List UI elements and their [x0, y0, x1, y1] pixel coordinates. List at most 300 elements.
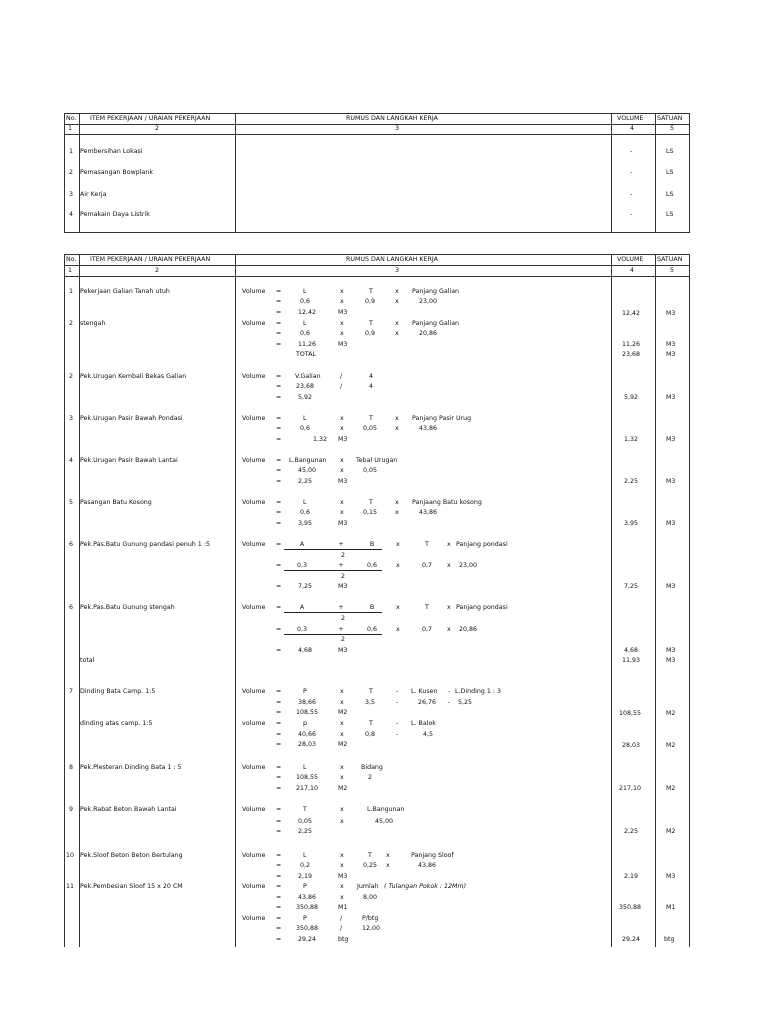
col-number-2: 2	[155, 125, 160, 132]
calc-term: L	[303, 415, 307, 422]
calc-term: 5,25	[458, 699, 473, 706]
calc-term: 38,66	[298, 699, 317, 706]
calc-numerator-op: +	[320, 562, 362, 571]
calc-term: 0,05	[298, 818, 313, 825]
result-satuan: M2	[666, 785, 676, 792]
calc-term: L	[303, 288, 307, 295]
result-satuan: M3	[666, 310, 676, 317]
col-number-3: 3	[395, 267, 400, 274]
calc-eq: =	[276, 309, 282, 316]
col-number-2: 2	[155, 267, 160, 274]
calc-op: x	[340, 499, 344, 506]
calc-eq: =	[276, 699, 282, 706]
calc-eq: =	[276, 562, 282, 569]
calc-numerator-term: A	[284, 604, 320, 613]
calc-numerator-term: B	[362, 541, 382, 550]
calc-eq: =	[276, 720, 282, 727]
calc-term: L. Balok	[411, 720, 436, 727]
col-number-5: 5	[670, 125, 675, 132]
calc-term: Panjang Pasir Urug	[412, 415, 472, 422]
calc-op: x	[340, 852, 344, 859]
calc-term: 4	[369, 373, 374, 380]
calc-op: x	[395, 509, 399, 516]
calc-unit: M3	[338, 583, 348, 590]
calc-term: 28,03	[298, 741, 317, 748]
calc-term: 23,68	[296, 383, 315, 390]
calc-eq: =	[276, 298, 282, 305]
item-label: dinding atas camp. 1:5	[80, 720, 153, 727]
col-number-1: 1	[68, 267, 73, 274]
calc-op: -	[396, 720, 399, 727]
result-satuan: M3	[666, 478, 676, 485]
calc-term: V.Galian	[295, 373, 321, 380]
calc-term: Panjang pondasi	[456, 541, 508, 548]
calc-op: x	[395, 499, 399, 506]
calc-term: Jumlah	[357, 883, 379, 890]
item-label: Pek.Pas.Batu Gunung stengah	[80, 604, 175, 611]
row-volume: -	[630, 148, 633, 155]
item-label: Pek.Urugan Kembali Bekas Galian	[80, 373, 187, 380]
calc-term: 0,6	[300, 509, 311, 516]
calc-numerator-term: 0,6	[362, 626, 382, 635]
calc-numerator-term: 0,3	[284, 626, 320, 635]
row-item: Pembersihan Lokasi	[80, 148, 143, 155]
result-volume: 217,10	[619, 785, 642, 792]
calc-term: 0,6	[300, 298, 311, 305]
calc-op: x	[396, 604, 400, 611]
calc-term: 40,66	[298, 731, 317, 738]
calc-volume-label: volume	[242, 720, 266, 727]
calc-term: 2,25	[298, 478, 313, 485]
row-volume: -	[630, 211, 633, 218]
calc-term: L. Kusen	[411, 688, 438, 695]
result-volume: 29,24	[622, 936, 641, 943]
col-header-no: No.	[66, 115, 77, 122]
calc-op: x	[340, 699, 344, 706]
col-header-volume: VOLUME	[617, 256, 644, 263]
result-satuan: M3	[666, 351, 676, 358]
calc-term: 43,86	[419, 509, 438, 516]
calc-eq: =	[276, 604, 282, 611]
result-volume: 12,42	[622, 310, 641, 317]
calc-term: 4,5	[423, 731, 434, 738]
item-no: 8	[69, 764, 74, 771]
row-no: 3	[69, 191, 74, 198]
item-no: 9	[69, 806, 74, 813]
col-header-item: ITEM PEKERJAAN / URAIAN PEKERJAAN	[90, 115, 211, 122]
calc-op: x	[340, 818, 344, 825]
calc-term: 12,00	[362, 925, 381, 932]
calc-eq: =	[276, 764, 282, 771]
calc-volume-label: Volume	[242, 852, 266, 859]
calc-op: x	[340, 774, 344, 781]
item-label: Pek.Pembesian Sloof 15 x 20 CM	[80, 883, 183, 890]
calc-term: 45,00	[375, 818, 394, 825]
calc-term: T	[369, 320, 373, 327]
calc-op: x	[447, 604, 451, 611]
item-label: Pek.Urugan Pasir Bawah Lantai	[80, 457, 178, 464]
calc-eq: =	[276, 373, 282, 380]
calc-term: 2,25	[298, 828, 313, 835]
row-satuan: LS	[666, 211, 674, 218]
calc-op: x	[340, 883, 344, 890]
calc-term: 108,55	[296, 709, 319, 716]
result-satuan: M1	[666, 904, 676, 911]
calc-term: 26,76	[418, 699, 437, 706]
calc-eq: =	[276, 509, 282, 516]
calc-term: T	[369, 415, 373, 422]
calc-term: L.Bangunan	[367, 806, 405, 813]
calc-op: -	[396, 731, 399, 738]
calc-eq: =	[276, 709, 282, 716]
calc-term: 1,32	[313, 436, 328, 443]
calc-op: /	[340, 373, 343, 380]
calc-term: Tebal Urugan	[356, 457, 398, 464]
calc-op: x	[340, 467, 344, 474]
item-label: stengah	[80, 320, 106, 327]
result-satuan: M3	[666, 394, 676, 401]
calc-term: 8,00	[363, 894, 378, 901]
result-volume: 4,68	[624, 647, 639, 654]
row-item: Pemasangan Bowplank	[80, 169, 153, 176]
calc-term: T	[369, 720, 373, 727]
calc-denominator: 2	[341, 636, 346, 643]
row-satuan: LS	[666, 148, 674, 155]
calc-volume-label: Volume	[242, 764, 266, 771]
col-header-rumus: RUMUS DAN LANGKAH KERJA	[346, 256, 438, 263]
calc-volume-label: Volume	[242, 541, 266, 548]
calc-term: 0,2	[300, 862, 311, 869]
calc-unit: M3	[338, 647, 348, 654]
calc-term: T	[368, 852, 372, 859]
calc-op: /	[340, 915, 343, 922]
calc-op: x	[340, 509, 344, 516]
row-volume: -	[630, 169, 633, 176]
calc-op: x	[340, 330, 344, 337]
calc-term: 350,88	[296, 904, 319, 911]
calc-op: -	[396, 699, 399, 706]
calc-term: 2	[368, 774, 373, 781]
row-no: 1	[69, 148, 74, 155]
calc-eq: =	[276, 894, 282, 901]
calc-numerator-op: +	[320, 604, 362, 613]
col-number-3: 3	[395, 125, 400, 132]
result-satuan: M3	[666, 436, 676, 443]
row-volume: -	[630, 191, 633, 198]
item-label: Dinding Bata Camp. 1:5	[80, 688, 156, 695]
calc-term: p	[303, 720, 307, 727]
calc-eq: =	[276, 320, 282, 327]
result-volume: 28,03	[622, 742, 641, 749]
calc-term: L	[303, 499, 307, 506]
calc-op: x	[395, 288, 399, 295]
calc-term: 0,6	[300, 330, 311, 337]
calc-term: T	[369, 288, 373, 295]
calc-term: 0,7	[422, 562, 433, 569]
calc-term: Panjang pondasi	[456, 604, 508, 611]
calc-term: Panjang Galian	[412, 320, 460, 327]
calc-numerator-op: +	[320, 626, 362, 635]
calc-eq: =	[276, 785, 282, 792]
calc-numerator-term: 0,6	[362, 562, 382, 571]
calc-eq: =	[276, 915, 282, 922]
calc-eq: =	[276, 936, 282, 943]
calc-op: x	[395, 415, 399, 422]
calc-eq: =	[276, 626, 282, 633]
item-no: 3	[69, 415, 74, 422]
calc-volume-label: Volume	[242, 288, 266, 295]
calc-eq: =	[276, 583, 282, 590]
item-label: total	[80, 657, 95, 664]
result-satuan: M3	[666, 583, 676, 590]
calc-term: 350,88	[296, 925, 319, 932]
calc-op: x	[340, 288, 344, 295]
calc-eq: =	[276, 425, 282, 432]
result-volume: 1,32	[624, 436, 639, 443]
col-number-1: 1	[68, 125, 73, 132]
calc-term: 4,68	[298, 647, 313, 654]
calc-eq: =	[276, 818, 282, 825]
result-satuan: M3	[666, 657, 676, 664]
calc-unit: M1	[338, 904, 348, 911]
calc-denominator: 2	[341, 615, 346, 622]
calc-unit: M2	[338, 709, 348, 716]
calc-unit: M3	[338, 478, 348, 485]
item-no: 11	[66, 883, 75, 890]
result-satuan: M2	[666, 742, 676, 749]
item-no: 4	[69, 457, 74, 464]
row-satuan: LS	[666, 191, 674, 198]
calc-eq: =	[276, 904, 282, 911]
calc-op: x	[447, 626, 451, 633]
calc-unit: M3	[338, 873, 348, 880]
item-no: 2	[69, 373, 74, 380]
calc-term: 0,6	[300, 425, 311, 432]
calc-term: P	[303, 688, 307, 695]
calc-op: x	[386, 852, 390, 859]
calc-eq: =	[276, 541, 282, 548]
calc-term: Panjaang Batu kosong	[412, 499, 482, 506]
calc-numerator-term: A	[284, 541, 320, 550]
calc-term: P/btg	[362, 915, 379, 922]
calc-volume-label: Volume	[242, 688, 266, 695]
calc-term: 217,10	[296, 785, 319, 792]
calc-term: T	[303, 806, 307, 813]
calc-op: x	[340, 415, 344, 422]
col-header-rumus: RUMUS DAN LANGKAH KERJA	[346, 115, 438, 122]
calc-term: 0,9	[365, 298, 376, 305]
calc-op: /	[340, 383, 343, 390]
calc-unit: M2	[338, 785, 348, 792]
result-satuan: M3	[666, 647, 676, 654]
calc-term: L.Dinding 1 : 3	[455, 688, 501, 695]
calc-eq: =	[276, 741, 282, 748]
calc-eq: =	[276, 828, 282, 835]
calc-term: 3,95	[298, 520, 313, 527]
calc-term: 0,15	[363, 509, 378, 516]
calc-term: 20,86	[459, 626, 478, 633]
result-volume: 5,92	[624, 394, 639, 401]
calc-eq: =	[276, 925, 282, 932]
calc-unit: M3	[338, 436, 348, 443]
calc-term: Bidang	[361, 764, 383, 771]
row-item: Pemakain Daya Listrik	[80, 211, 150, 218]
calc-term: L	[303, 852, 307, 859]
calc-volume-label: Volume	[242, 604, 266, 611]
col-number-4: 4	[630, 267, 635, 274]
item-no: 1	[69, 288, 74, 295]
calc-op: x	[395, 425, 399, 432]
calc-term: 0,9	[365, 330, 376, 337]
calc-numerator-term: B	[362, 604, 382, 613]
result-volume: 2,25	[624, 828, 639, 835]
result-satuan: M3	[666, 873, 676, 880]
calc-op: x	[340, 298, 344, 305]
calc-op: x	[395, 330, 399, 337]
item-no: 7	[69, 688, 74, 695]
item-no: 6	[69, 541, 74, 548]
calc-op: x	[340, 862, 344, 869]
calc-term: 0,25	[363, 862, 378, 869]
item-no: 6	[69, 604, 74, 611]
calc-eq: =	[276, 688, 282, 695]
calc-denominator: 2	[341, 552, 346, 559]
row-item: Air Kerja	[80, 191, 107, 198]
col-header-satuan: SATUAN	[657, 256, 683, 263]
calc-eq: =	[276, 288, 282, 295]
item-no: 5	[69, 499, 74, 506]
calc-eq: =	[276, 731, 282, 738]
calc-term: 0,8	[365, 731, 376, 738]
calc-op: x	[447, 562, 451, 569]
calc-term: Panjang Galian	[412, 288, 460, 295]
calc-op: x	[396, 541, 400, 548]
result-volume: 2,25	[624, 478, 639, 485]
item-label: Pasangan Batu Kosong	[80, 499, 152, 506]
calc-op: x	[340, 457, 344, 464]
item-label: Pekerjaan Galian Tanah utuh	[80, 288, 170, 295]
item-label: Pek.Pas.Batu Gunung pandasi penuh 1 :5	[80, 541, 210, 548]
result-satuan: btg	[664, 936, 675, 943]
row-no: 2	[69, 169, 74, 176]
calc-eq: =	[276, 415, 282, 422]
calc-op: x	[340, 688, 344, 695]
result-satuan: M3	[666, 520, 676, 527]
item-label: Pek.Urugan Pasir Bawah Pondasi	[80, 415, 183, 422]
calc-volume-label: Volume	[242, 806, 266, 813]
calc-eq: =	[276, 457, 282, 464]
result-volume: 108,55	[619, 710, 642, 717]
calc-denominator: 2	[341, 573, 346, 580]
calc-op: x	[396, 562, 400, 569]
calc-op: -	[448, 699, 451, 706]
calc-eq: =	[276, 467, 282, 474]
calc-eq: =	[276, 774, 282, 781]
item-label: Pek.Sloof Beton Beton Bertulang	[80, 852, 183, 859]
calc-volume-label: Volume	[242, 883, 266, 890]
col-header-satuan: SATUAN	[657, 115, 683, 122]
calc-op: x	[340, 894, 344, 901]
col-header-item: ITEM PEKERJAAN / URAIAN PEKERJAAN	[90, 256, 211, 263]
result-satuan: M3	[666, 341, 676, 348]
calc-term: 2,19	[298, 873, 313, 880]
col-header-no: No.	[66, 256, 77, 263]
calc-eq: =	[276, 520, 282, 527]
calc-eq: =	[276, 862, 282, 869]
calc-op: x	[340, 720, 344, 727]
calc-eq: =	[276, 341, 282, 348]
calc-term: T	[369, 688, 373, 695]
calc-op: x	[340, 425, 344, 432]
calc-term: L	[303, 320, 307, 327]
calc-volume-label: Volume	[242, 457, 266, 464]
calc-op: x	[395, 298, 399, 305]
item-no: 10	[66, 852, 75, 859]
calc-term: 20,86	[419, 330, 438, 337]
calc-unit: M2	[338, 741, 348, 748]
calc-op: x	[395, 320, 399, 327]
result-volume: 7,25	[624, 583, 639, 590]
calc-volume-label: Volume	[242, 499, 266, 506]
calc-op: x	[340, 320, 344, 327]
calc-unit: M3	[338, 341, 348, 348]
calc-term: 0,7	[422, 626, 433, 633]
calc-eq: =	[276, 383, 282, 390]
calc-op: x	[340, 764, 344, 771]
calc-numerator-op: +	[320, 541, 362, 550]
calc-op: -	[396, 688, 399, 695]
calc-term: 23,00	[419, 298, 438, 305]
calc-term: 43,86	[419, 425, 438, 432]
calc-eq: =	[276, 330, 282, 337]
col-number-5: 5	[670, 267, 675, 274]
calc-term: 108,55	[296, 774, 319, 781]
item-no: 2	[69, 320, 74, 327]
calc-term: 45,00	[298, 467, 317, 474]
calc-unit: M3	[338, 520, 348, 527]
calc-volume-label: Volume	[242, 320, 266, 327]
calc-term: P	[303, 915, 307, 922]
calc-op: x	[340, 731, 344, 738]
result-volume: 2,19	[624, 873, 639, 880]
calc-eq: =	[276, 647, 282, 654]
calc-term: 0,05	[363, 425, 378, 432]
calc-eq: =	[276, 478, 282, 485]
calc-term: L	[303, 764, 307, 771]
result-volume: 23,68	[622, 351, 641, 358]
calc-term: P	[303, 883, 307, 890]
calc-op: x	[340, 806, 344, 813]
calc-term: 0,05	[363, 467, 378, 474]
item-label: Pek.Plesteran Dinding Bata 1 : 5	[80, 764, 182, 771]
calc-eq: =	[276, 436, 282, 443]
row-no: 4	[69, 211, 74, 218]
row-satuan: LS	[666, 169, 674, 176]
calc-unit: M3	[338, 309, 348, 316]
calc-term: 43,86	[298, 894, 317, 901]
calc-op: x	[386, 862, 390, 869]
calc-term: 43,86	[418, 862, 437, 869]
result-satuan: M2	[666, 828, 676, 835]
calc-eq: =	[276, 394, 282, 401]
calc-numerator-term: 0,3	[284, 562, 320, 571]
calc-eq: =	[276, 499, 282, 506]
result-volume: 11,93	[622, 657, 641, 664]
calc-eq: =	[276, 873, 282, 880]
calc-term: 12,42	[298, 309, 317, 316]
calc-volume-label: Volume	[242, 915, 266, 922]
col-number-4: 4	[630, 125, 635, 132]
